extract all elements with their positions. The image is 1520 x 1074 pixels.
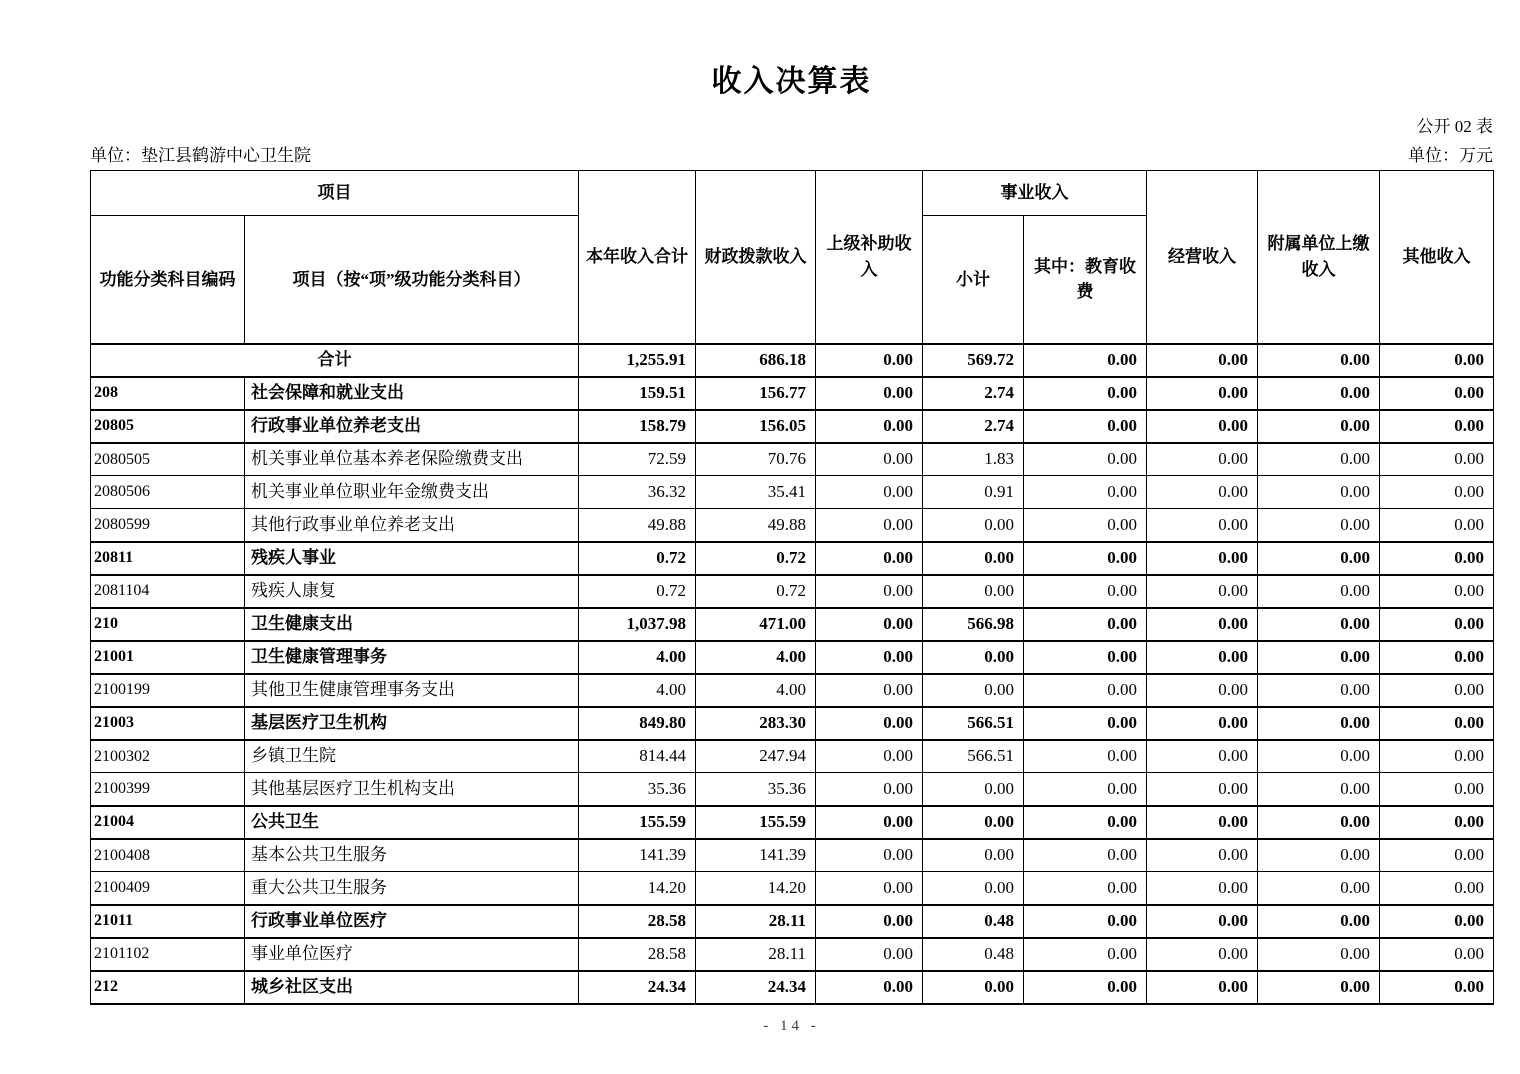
row-value-cell: 0.00 xyxy=(1380,575,1494,608)
table-row xyxy=(91,905,1494,938)
row-value-cell: 0.00 xyxy=(1147,674,1258,707)
row-value-cell: 49.88 xyxy=(579,509,696,542)
row-name-cell: 事业单位医疗 xyxy=(245,938,579,971)
row-value-cell: 0.00 xyxy=(1380,905,1494,938)
row-value-cell: 36.32 xyxy=(579,476,696,509)
row-code-cell: 21003 xyxy=(91,707,245,740)
row-name-cell: 社会保障和就业支出 xyxy=(245,377,579,410)
row-code-cell: 2100399 xyxy=(91,773,245,806)
row-code-cell: 21011 xyxy=(91,905,245,938)
row-value-cell: 0.00 xyxy=(1258,839,1380,872)
row-value-cell: 156.05 xyxy=(696,410,816,443)
row-value-cell: 0.00 xyxy=(923,839,1024,872)
row-value-cell: 0.00 xyxy=(816,575,923,608)
row-value-cell: 0.00 xyxy=(1380,674,1494,707)
row-value-cell: 0.00 xyxy=(816,971,923,1004)
row-name-cell: 机关事业单位职业年金缴费支出 xyxy=(245,476,579,509)
row-value-cell: 0.00 xyxy=(816,674,923,707)
table-code-label: 公开 02 表 xyxy=(1416,117,1493,136)
row-value-cell: 0.48 xyxy=(923,905,1024,938)
row-name-cell: 其他行政事业单位养老支出 xyxy=(245,509,579,542)
row-value-cell: 566.51 xyxy=(923,707,1024,740)
row-value-cell: 0.00 xyxy=(1147,707,1258,740)
row-value-cell: 0.00 xyxy=(1147,905,1258,938)
row-value-cell: 0.00 xyxy=(1147,443,1258,476)
row-value-cell: 0.00 xyxy=(1147,773,1258,806)
revenue-table xyxy=(90,170,1494,1005)
row-name-cell: 残疾人事业 xyxy=(245,542,579,575)
row-value-cell: 0.00 xyxy=(1380,641,1494,674)
row-value-cell: 0.00 xyxy=(1147,509,1258,542)
header-row-1 xyxy=(91,171,1494,216)
row-value-cell: 0.00 xyxy=(1380,773,1494,806)
row-value-cell: 0.00 xyxy=(1024,509,1147,542)
row-value-cell: 0.00 xyxy=(816,476,923,509)
row-name-cell: 城乡社区支出 xyxy=(245,971,579,1004)
row-value-cell: 0.00 xyxy=(816,938,923,971)
row-value-cell: 0.00 xyxy=(1024,938,1147,971)
row-name-cell: 行政事业单位养老支出 xyxy=(245,410,579,443)
row-value-cell: 0.00 xyxy=(816,806,923,839)
row-value-cell: 24.34 xyxy=(696,971,816,1004)
row-value-cell: 0.00 xyxy=(1258,740,1380,773)
row-value-cell: 686.18 xyxy=(696,344,816,377)
row-value-cell: 35.36 xyxy=(696,773,816,806)
table-row xyxy=(91,872,1494,905)
table-row xyxy=(91,938,1494,971)
row-code-cell: 2100408 xyxy=(91,839,245,872)
header-superior-subsidy: 上级补助收入 xyxy=(816,171,923,344)
row-value-cell: 0.00 xyxy=(1380,476,1494,509)
row-name-cell: 其他基层医疗卫生机构支出 xyxy=(245,773,579,806)
page-title: 收入决算表 xyxy=(711,65,872,98)
table-row xyxy=(91,509,1494,542)
unit-measure-label: 单位：万元 xyxy=(1408,146,1493,165)
row-value-cell: 141.39 xyxy=(696,839,816,872)
row-value-cell: 0.72 xyxy=(696,575,816,608)
row-code-cell: 2100302 xyxy=(91,740,245,773)
row-value-cell: 0.00 xyxy=(1147,971,1258,1004)
row-value-cell: 28.11 xyxy=(696,905,816,938)
header-annual-total: 本年收入合计 xyxy=(579,171,696,344)
row-value-cell: 0.00 xyxy=(816,443,923,476)
row-value-cell: 0.00 xyxy=(816,773,923,806)
row-value-cell: 0.00 xyxy=(1024,476,1147,509)
row-value-cell: 141.39 xyxy=(579,839,696,872)
table-row xyxy=(91,773,1494,806)
table-row xyxy=(91,674,1494,707)
row-value-cell: 14.20 xyxy=(579,872,696,905)
row-value-cell: 4.00 xyxy=(696,641,816,674)
row-value-cell: 0.00 xyxy=(923,542,1024,575)
row-value-cell: 35.41 xyxy=(696,476,816,509)
row-value-cell: 0.00 xyxy=(1380,938,1494,971)
row-value-cell: 0.00 xyxy=(1258,938,1380,971)
row-value-cell: 0.00 xyxy=(816,740,923,773)
row-value-cell: 159.51 xyxy=(579,377,696,410)
row-value-cell: 0.72 xyxy=(579,575,696,608)
row-value-cell: 0.00 xyxy=(1258,872,1380,905)
row-value-cell: 0.00 xyxy=(923,641,1024,674)
header-education-fees: 其中：教育收费 xyxy=(1024,216,1147,344)
row-total-label-cell: 合计 xyxy=(91,344,579,377)
header-business-income-group: 事业收入 xyxy=(923,171,1147,216)
row-value-cell: 0.00 xyxy=(1024,674,1147,707)
row-code-cell: 2080599 xyxy=(91,509,245,542)
row-value-cell: 0.91 xyxy=(923,476,1024,509)
row-value-cell: 0.00 xyxy=(816,608,923,641)
header-fiscal-appropriation: 财政拨款收入 xyxy=(696,171,816,344)
table-row xyxy=(91,377,1494,410)
row-value-cell: 0.00 xyxy=(1024,608,1147,641)
row-value-cell: 0.00 xyxy=(1380,740,1494,773)
row-value-cell: 0.00 xyxy=(1147,740,1258,773)
row-value-cell: 0.00 xyxy=(816,839,923,872)
row-value-cell: 814.44 xyxy=(579,740,696,773)
row-value-cell: 0.00 xyxy=(923,674,1024,707)
row-value-cell: 0.00 xyxy=(1380,707,1494,740)
row-value-cell: 1,037.98 xyxy=(579,608,696,641)
row-value-cell: 0.00 xyxy=(1147,542,1258,575)
row-value-cell: 0.00 xyxy=(1258,773,1380,806)
row-value-cell: 0.00 xyxy=(1024,344,1147,377)
unit-name-label: 单位：垫江县鹤游中心卫生院 xyxy=(90,146,311,165)
row-code-cell: 2101102 xyxy=(91,938,245,971)
row-code-cell: 21004 xyxy=(91,806,245,839)
row-value-cell: 0.00 xyxy=(1147,476,1258,509)
row-value-cell: 0.00 xyxy=(816,509,923,542)
row-value-cell: 0.00 xyxy=(923,806,1024,839)
row-value-cell: 0.00 xyxy=(1380,839,1494,872)
row-value-cell: 0.00 xyxy=(1147,872,1258,905)
row-value-cell: 0.00 xyxy=(1147,641,1258,674)
row-value-cell: 471.00 xyxy=(696,608,816,641)
row-name-cell: 基层医疗卫生机构 xyxy=(245,707,579,740)
row-value-cell: 24.34 xyxy=(579,971,696,1004)
row-value-cell: 566.98 xyxy=(923,608,1024,641)
table-row xyxy=(91,443,1494,476)
row-value-cell: 0.00 xyxy=(1147,839,1258,872)
header-operating-income: 经营收入 xyxy=(1147,171,1258,344)
row-code-cell: 21001 xyxy=(91,641,245,674)
row-code-cell: 20805 xyxy=(91,410,245,443)
row-value-cell: 0.00 xyxy=(1024,773,1147,806)
row-value-cell: 0.48 xyxy=(923,938,1024,971)
row-value-cell: 0.00 xyxy=(1380,509,1494,542)
row-value-cell: 0.00 xyxy=(1024,542,1147,575)
header-project-name: 项目（按“项”级功能分类科目） xyxy=(245,216,579,344)
row-value-cell: 158.79 xyxy=(579,410,696,443)
table-row xyxy=(91,410,1494,443)
row-value-cell: 0.00 xyxy=(1258,575,1380,608)
row-value-cell: 4.00 xyxy=(579,641,696,674)
row-code-cell: 2100199 xyxy=(91,674,245,707)
row-value-cell: 0.00 xyxy=(1380,872,1494,905)
row-value-cell: 0.00 xyxy=(1147,608,1258,641)
row-value-cell: 0.00 xyxy=(1258,410,1380,443)
row-value-cell: 247.94 xyxy=(696,740,816,773)
row-value-cell: 72.59 xyxy=(579,443,696,476)
row-value-cell: 155.59 xyxy=(579,806,696,839)
row-value-cell: 0.00 xyxy=(1024,872,1147,905)
row-value-cell: 0.00 xyxy=(816,707,923,740)
row-code-cell: 212 xyxy=(91,971,245,1004)
row-value-cell: 0.00 xyxy=(816,905,923,938)
row-value-cell: 28.58 xyxy=(579,905,696,938)
row-value-cell: 0.00 xyxy=(1258,476,1380,509)
row-value-cell: 0.00 xyxy=(1024,377,1147,410)
row-value-cell: 0.00 xyxy=(1024,971,1147,1004)
row-code-cell: 2081104 xyxy=(91,575,245,608)
row-value-cell: 569.72 xyxy=(923,344,1024,377)
row-value-cell: 2.74 xyxy=(923,410,1024,443)
row-value-cell: 0.72 xyxy=(696,542,816,575)
row-value-cell: 49.88 xyxy=(696,509,816,542)
row-value-cell: 0.00 xyxy=(1258,542,1380,575)
row-value-cell: 0.00 xyxy=(923,773,1024,806)
row-value-cell: 0.00 xyxy=(1024,410,1147,443)
row-code-cell: 2080506 xyxy=(91,476,245,509)
row-value-cell: 0.00 xyxy=(1380,443,1494,476)
row-value-cell: 0.00 xyxy=(1380,410,1494,443)
table-row xyxy=(91,641,1494,674)
row-value-cell: 1.83 xyxy=(923,443,1024,476)
header-other-income: 其他收入 xyxy=(1380,171,1494,344)
row-value-cell: 0.00 xyxy=(816,344,923,377)
row-name-cell: 行政事业单位医疗 xyxy=(245,905,579,938)
row-value-cell: 0.00 xyxy=(1258,641,1380,674)
table-row xyxy=(91,608,1494,641)
row-value-cell: 0.00 xyxy=(1258,905,1380,938)
row-name-cell: 卫生健康支出 xyxy=(245,608,579,641)
row-value-cell: 0.00 xyxy=(1380,377,1494,410)
row-value-cell: 0.00 xyxy=(1147,806,1258,839)
row-value-cell: 0.00 xyxy=(1024,905,1147,938)
row-code-cell: 208 xyxy=(91,377,245,410)
row-value-cell: 0.00 xyxy=(923,575,1024,608)
row-code-cell: 2080505 xyxy=(91,443,245,476)
row-value-cell: 4.00 xyxy=(696,674,816,707)
header-affiliated-remittance: 附属单位上缴收入 xyxy=(1258,171,1380,344)
table-row xyxy=(91,740,1494,773)
row-value-cell: 0.00 xyxy=(923,509,1024,542)
row-value-cell: 0.00 xyxy=(816,641,923,674)
row-value-cell: 0.00 xyxy=(1024,839,1147,872)
row-value-cell: 0.00 xyxy=(1380,608,1494,641)
row-name-cell: 公共卫生 xyxy=(245,806,579,839)
row-value-cell: 0.00 xyxy=(1380,806,1494,839)
row-value-cell: 35.36 xyxy=(579,773,696,806)
row-value-cell: 0.00 xyxy=(1380,344,1494,377)
row-value-cell: 155.59 xyxy=(696,806,816,839)
row-value-cell: 0.00 xyxy=(1147,410,1258,443)
row-value-cell: 0.00 xyxy=(1258,443,1380,476)
row-value-cell: 0.00 xyxy=(1147,344,1258,377)
row-value-cell: 14.20 xyxy=(696,872,816,905)
row-value-cell: 0.00 xyxy=(1024,707,1147,740)
page-number: - 14 - xyxy=(763,1017,820,1034)
table-row xyxy=(91,542,1494,575)
row-value-cell: 0.00 xyxy=(1380,971,1494,1004)
row-value-cell: 0.00 xyxy=(1258,707,1380,740)
row-name-cell: 乡镇卫生院 xyxy=(245,740,579,773)
row-value-cell: 0.00 xyxy=(1024,641,1147,674)
row-value-cell: 0.00 xyxy=(1147,938,1258,971)
row-code-cell: 210 xyxy=(91,608,245,641)
header-subtotal: 小计 xyxy=(923,216,1024,344)
row-value-cell: 0.00 xyxy=(1258,971,1380,1004)
row-value-cell: 0.00 xyxy=(1147,575,1258,608)
row-value-cell: 0.00 xyxy=(1258,674,1380,707)
row-value-cell: 28.11 xyxy=(696,938,816,971)
table-row xyxy=(91,575,1494,608)
row-value-cell: 0.00 xyxy=(1258,509,1380,542)
row-value-cell: 0.00 xyxy=(1024,575,1147,608)
row-value-cell: 0.00 xyxy=(1258,608,1380,641)
table-row xyxy=(91,476,1494,509)
row-value-cell: 0.00 xyxy=(923,872,1024,905)
table-row xyxy=(91,971,1494,1004)
row-value-cell: 283.30 xyxy=(696,707,816,740)
row-name-cell: 卫生健康管理事务 xyxy=(245,641,579,674)
row-value-cell: 0.00 xyxy=(1380,542,1494,575)
table-row xyxy=(91,839,1494,872)
row-code-cell: 2100409 xyxy=(91,872,245,905)
row-value-cell: 0.00 xyxy=(1147,377,1258,410)
row-name-cell: 残疾人康复 xyxy=(245,575,579,608)
row-name-cell: 其他卫生健康管理事务支出 xyxy=(245,674,579,707)
row-value-cell: 1,255.91 xyxy=(579,344,696,377)
row-value-cell: 0.00 xyxy=(1258,344,1380,377)
row-value-cell: 0.00 xyxy=(816,410,923,443)
row-value-cell: 849.80 xyxy=(579,707,696,740)
row-value-cell: 0.00 xyxy=(816,872,923,905)
row-value-cell: 2.74 xyxy=(923,377,1024,410)
row-value-cell: 0.00 xyxy=(1024,740,1147,773)
row-value-cell: 0.72 xyxy=(579,542,696,575)
table-row xyxy=(91,344,1494,377)
row-code-cell: 20811 xyxy=(91,542,245,575)
row-value-cell: 0.00 xyxy=(816,377,923,410)
header-function-code: 功能分类科目编码 xyxy=(91,216,245,344)
row-value-cell: 4.00 xyxy=(579,674,696,707)
row-value-cell: 0.00 xyxy=(1024,806,1147,839)
row-value-cell: 0.00 xyxy=(1024,443,1147,476)
row-value-cell: 70.76 xyxy=(696,443,816,476)
table-row xyxy=(91,707,1494,740)
row-name-cell: 机关事业单位基本养老保险缴费支出 xyxy=(245,443,579,476)
meta-row xyxy=(90,145,1493,167)
header-project-group: 项目 xyxy=(91,171,579,216)
table-row xyxy=(91,806,1494,839)
row-name-cell: 重大公共卫生服务 xyxy=(245,872,579,905)
row-name-cell: 基本公共卫生服务 xyxy=(245,839,579,872)
row-value-cell: 0.00 xyxy=(1258,377,1380,410)
row-value-cell: 0.00 xyxy=(923,971,1024,1004)
row-value-cell: 28.58 xyxy=(579,938,696,971)
row-value-cell: 0.00 xyxy=(816,542,923,575)
row-value-cell: 156.77 xyxy=(696,377,816,410)
row-value-cell: 566.51 xyxy=(923,740,1024,773)
row-value-cell: 0.00 xyxy=(1258,806,1380,839)
